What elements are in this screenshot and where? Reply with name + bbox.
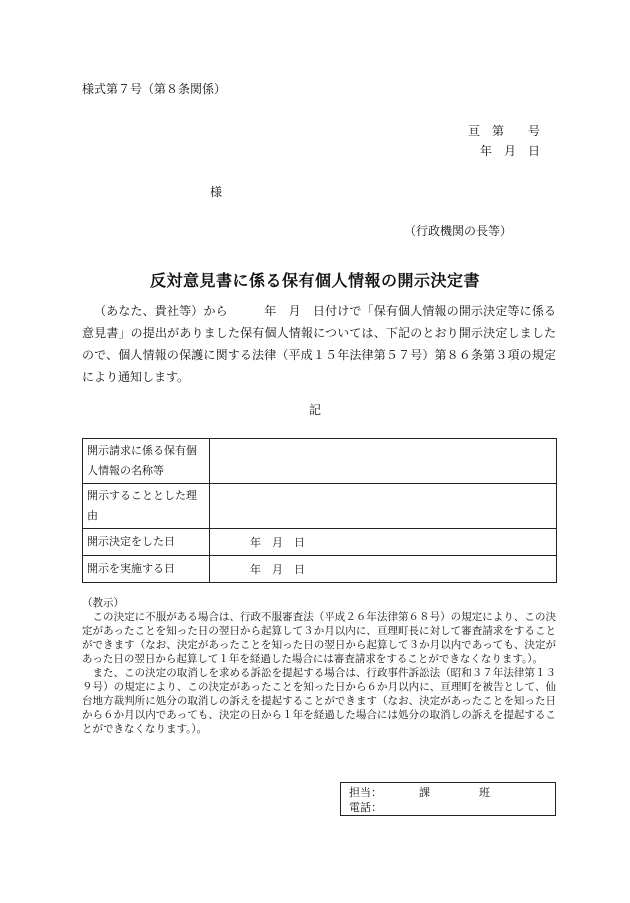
han-label: 班 [479,786,490,799]
contact-box [340,782,556,816]
notice-paragraph-1: この決定に不服がある場合は、行政不服審査法（平成２６年法律第６８号）の規定により、この決定があったことを知った日の翌日から起算して３か月以内に、亘理町長に対して審査請求をすることができます（なお、決定があったことを知った日の翌日から起算して３か月以内であっても、決定があった日の翌日から起算して１年を経過した場合には審査請求をすることができなくなります。）。 [82,611,556,665]
row2-value [210,484,557,529]
main-paragraph-block [82,300,556,388]
document-number: 亘 第 号 [467,124,540,138]
denwa-label: 電話： [349,801,382,814]
contact-row-tanto [349,785,547,800]
addressee-suffix: 様 [210,185,223,199]
notice-heading: （教示） [82,597,124,609]
tanto-label: 担当： [349,786,382,799]
table-row [83,529,557,556]
ki-marker: 記 [308,403,321,417]
row4-value: 年 月 日 [210,556,557,583]
table-row [83,439,557,484]
issuer-name: （行政機関の長等） [403,224,512,238]
row3-label: 開示決定をした日 [83,529,210,556]
document-date: 年 月 日 [479,144,540,158]
row4-label: 開示を実施する日 [83,556,210,583]
notice-block [82,596,556,736]
contact-row-denwa [349,800,547,815]
row1-label: 開示請求に係る保有個人情報の名称等 [83,439,210,484]
row1-value [210,439,557,484]
document-title: 反対意見書に係る保有個人情報の開示決定書 [149,271,480,290]
ka-label: 課 [419,786,430,799]
row2-label: 開示することとした理由 [83,484,210,529]
table-row [83,556,557,583]
table-row [83,484,557,529]
form-number: 様式第７号（第８条関係） [82,82,227,96]
main-paragraph: （あなた、貴社等）から 年 月 日付けで「保有個人情報の開示決定等に係る意見書」の提出がありました保有個人情報については、下記のとおり開示決定しましたので、個人情報の保護に関する法律（平成１５年法律第５７号）第８６条第３項の規定により通知します。 [82,304,556,384]
row3-value: 年 月 日 [210,529,557,556]
decision-table [82,438,557,583]
notice-paragraph-2: また、この決定の取消しを求める訴訟を提起する場合は、行政事件訴訟法（昭和３７年法律第１３９号）の規定により、この決定があったことを知った日から６か月以内に、亘理町を被告として、仙台地方裁判所に処分の取消しの訴えを提起することができます（なお、決定があったことを知った日から６か月以内であっても、決定の日から１年を経過した場合には処分の取消しの訴えを提起することができなくなります。）。 [82,667,556,735]
